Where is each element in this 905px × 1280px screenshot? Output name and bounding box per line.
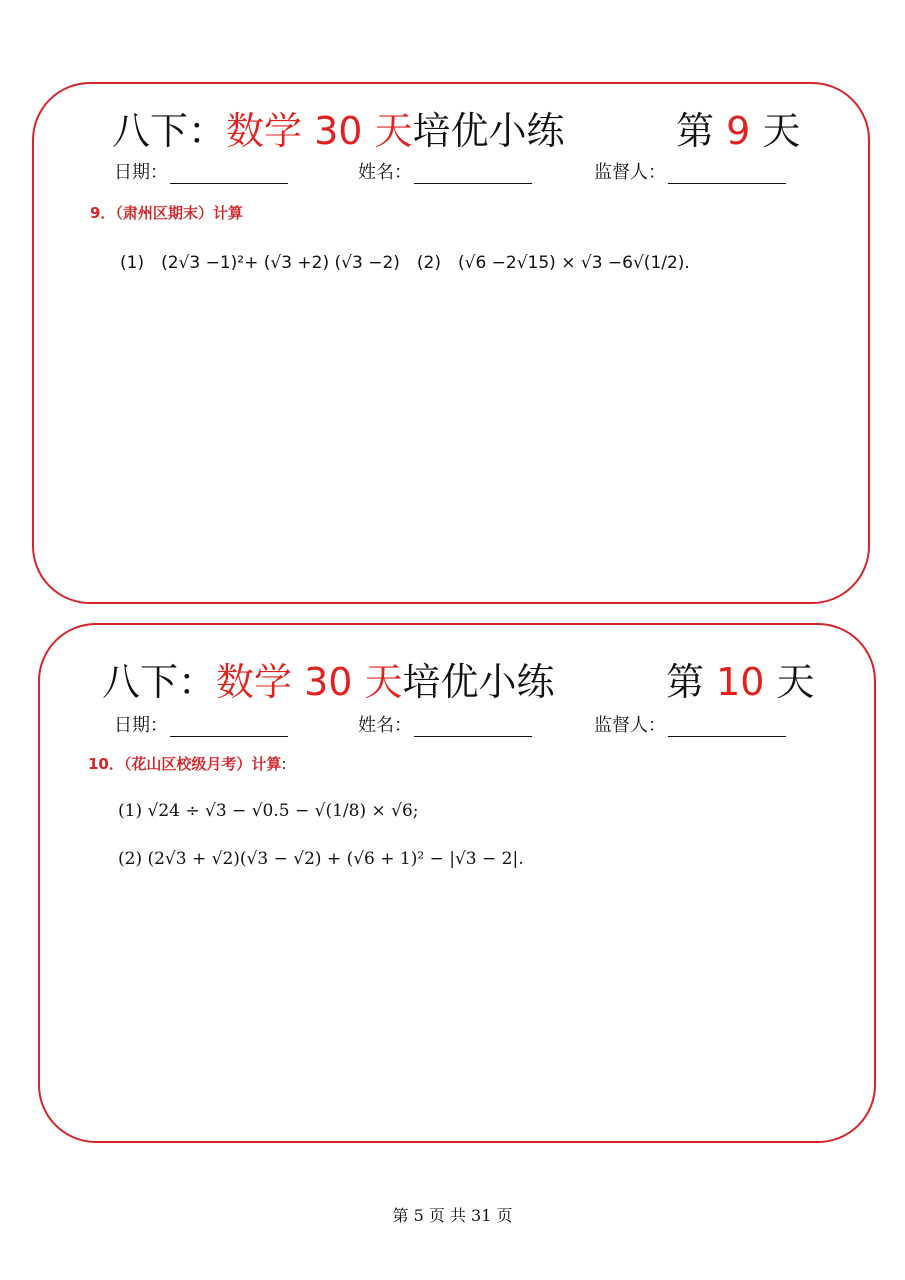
info-fields xyxy=(34,158,868,184)
name-blank[interactable] xyxy=(414,718,532,737)
date-blank[interactable] xyxy=(170,165,288,184)
title-suffix: 培优小练 xyxy=(412,109,565,153)
supervisor-blank[interactable] xyxy=(668,165,786,184)
supervisor-label: 监督人： xyxy=(594,162,666,183)
card-title xyxy=(112,100,565,155)
title-highlight: 数学 30 天 xyxy=(226,109,413,153)
question-expression-1: (1) (2√3 −1)²+ (√3 +2) (√3 −2) (2) (√6 −2√15) × √3 −6√(1/2). xyxy=(120,253,690,273)
name-blank[interactable] xyxy=(414,165,532,184)
name-field[interactable] xyxy=(358,711,532,737)
date-label: 日期： xyxy=(114,162,168,183)
day-number: 9 xyxy=(726,109,751,153)
supervisor-field[interactable] xyxy=(594,711,786,737)
practice-card-day-9 xyxy=(32,82,870,604)
date-blank[interactable] xyxy=(170,718,288,737)
date-field[interactable] xyxy=(114,158,288,184)
day-number: 10 xyxy=(716,660,765,704)
supervisor-blank[interactable] xyxy=(668,718,786,737)
title-suffix: 培优小练 xyxy=(402,660,555,704)
card-title xyxy=(102,651,555,706)
day-suffix: 天 xyxy=(750,109,801,153)
day-label xyxy=(666,651,815,706)
page-footer: 第 5 页 共 31 页 xyxy=(392,1206,513,1225)
date-label: 日期： xyxy=(114,715,168,736)
title-highlight: 数学 30 天 xyxy=(216,660,403,704)
title-prefix: 八下： xyxy=(112,109,227,153)
day-prefix: 第 xyxy=(676,109,727,153)
supervisor-field[interactable] xyxy=(594,158,786,184)
practice-card-day-10 xyxy=(38,623,876,1143)
name-field[interactable] xyxy=(358,158,532,184)
name-label: 姓名： xyxy=(358,162,412,183)
day-suffix: 天 xyxy=(764,660,815,704)
question-expression-2: (2) (2√3 + √2)(√3 − √2) + (√6 + 1)² − |√3 − 2|. xyxy=(118,849,524,869)
day-prefix: 第 xyxy=(666,660,717,704)
day-label xyxy=(676,100,800,155)
question-heading: 10．（花山区校级月考）计算: xyxy=(88,755,287,773)
question-heading: 9．（肃州区期末）计算 xyxy=(90,204,243,222)
date-field[interactable] xyxy=(114,711,288,737)
question-expression-1: (1) √24 ÷ √3 − √0.5 − √(1/8) × √6; xyxy=(118,801,419,821)
name-label: 姓名： xyxy=(358,715,412,736)
info-fields xyxy=(40,711,874,737)
supervisor-label: 监督人： xyxy=(594,715,666,736)
title-prefix: 八下： xyxy=(102,660,217,704)
